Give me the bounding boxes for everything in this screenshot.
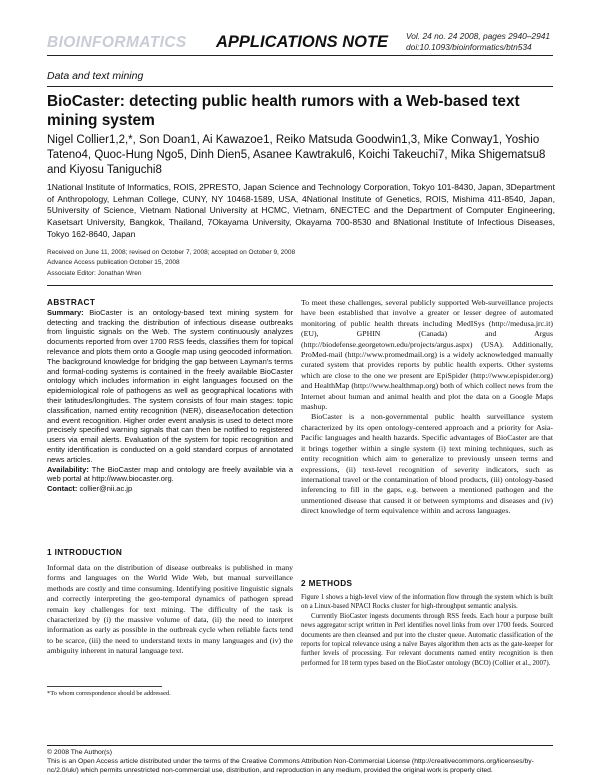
right-column-text	[301, 298, 553, 517]
paragraph-biocaster-advantages: BioCaster is a non-governmental public health surveillance system characterized by its open ontology-centered approach and a priority for Asia-Pacific languages and health hazards. Specific advantages of BioCaster are that it brings together within a single system (i) text mining techniques, such as entity recognition which aim to generalize to previously unseen terms and expressions, (ii) text-level recognition of severity indicators, such as international travel or the contamination of blood products, (iii) ontology-based inferencing to fill in the gaps, e.g. between a mentioned pathogen and the unmentioned disease that caused it or between symptoms and diseases and (iv) direct knowledge of term equivalence within and across languages.	[301, 412, 553, 516]
volume-info	[406, 31, 550, 53]
category-rule	[47, 86, 553, 87]
introduction-text: Informal data on the distribution of disease outbreaks is published in many forms and languages on the World Wide Web, but manual surveillance methods are costly and time consuming. Identifying positive linguistic signals and correctly interpreting the geo-temporal dynamics of pathogen spread remain key challenges for text mining. The difficulty of the task is characterized by (i) the massive volume of data, (ii) the need to interpret information as early as possible in the outbreak cycle when reliable facts tend to be scarce, (iii) the need to understand texts in many languages and (iv) the ambiguity inherent in natural language text.	[47, 563, 293, 656]
availability-label: Availability:	[47, 464, 89, 474]
associate-editor-line: Associate Editor: Jonathan Wren	[47, 269, 142, 277]
copyright-notice: © 2008 The Author(s)	[47, 749, 112, 756]
advance-access-line: Advance Access publication October 15, 2008	[47, 259, 180, 267]
correspondence-footnote: *To whom correspondence should be addressed.	[47, 690, 171, 697]
footer-rule	[47, 745, 553, 746]
affiliations: 1National Institute of Informatics, ROIS, 2PRESTO, Japan Science and Technology Corporation, Tokyo 101-8430, Japan, 3Department of Anthropology, Lehman College, CUNY, NY 10468-1589, USA, 4National Institute of Genetics, ROIS, Mishima 411-8540, Japan, 5University of Science, Vietnam National University at HCMC, Vietnam, 6NECTEC and the Department of Computer Engineering, Kasetsart University, Bangkok, Thailand, 7Okayama University, Okayama 700-8530 and 8National Institute of Infectious Diseases, Tokyo 162-8640, Japan	[47, 182, 555, 239]
abstract	[47, 298, 293, 494]
received-line: Received on June 11, 2008; revised on October 7, 2008; accepted on October 9, 2008	[47, 249, 296, 256]
license-notice: This is an Open Access article distributed under the terms of the Creative Commons Attribution Non-Commercial License (http://creativecommons.org/licenses/by-nc/2.0/uk/) which permits unrestricted non-commercial use, distribution, and reproduction in any medium, provided the original work is properly cited.	[47, 758, 534, 775]
section-label: APPLICATIONS NOTE	[216, 33, 389, 51]
abstract-heading: ABSTRACT	[47, 298, 96, 307]
methods-paragraph-1: Figure 1 shows a high-level view of the information flow through the system which is built on a Linux-based NPACI Rocks cluster for high-throughput semantic analysis.	[301, 594, 553, 611]
header-rule	[47, 55, 553, 56]
footnote-rule	[47, 686, 162, 687]
contact-label: Contact:	[47, 484, 78, 494]
doi-line: doi:10.1093/bioinformatics/btn534	[406, 42, 532, 52]
contact-email[interactable]: collier@nii.ac.jp	[79, 484, 133, 494]
summary-label: Summary:	[47, 307, 84, 317]
summary-text: BioCaster is an ontology-based text mining system for detecting and tracking the distribution of infectious disease outbreaks from linguistic signals on the Web. The system continuously analyzes documents reported from over 1700 RSS feeds, classifies them for topical relevance and plots them onto a Google map using geocoded information. The background knowledge for bridging the gap between Layman's terms and formal-coding systems is contained in the freely available BioCaster ontology which includes information in eight languages focused on the epidemiological role of pathogens as well as geographical locations with their latitudes/longitudes. The system consists of four main stages: topic classification, named entity recognition (NER), disease/location detection and event recognition. Higher order event analysis is used to detect more precisely specified warning signals that can then be notified to registered users via email alerts. Evaluation of the system for topic recognition and entity identification is conducted on a gold standard corpus of annotated news articles.	[47, 307, 294, 464]
article-title: BioCaster: detecting public health rumors with a Web-based text mining system	[47, 93, 520, 129]
introduction-heading: 1 INTRODUCTION	[47, 548, 123, 557]
history-rule	[47, 285, 553, 286]
methods-text	[301, 593, 553, 668]
article-history	[47, 248, 295, 279]
methods-heading: 2 METHODS	[301, 579, 353, 588]
methods-paragraph-2: Currently BioCaster ingests documents through RSS feeds. Each hour a purpose built news aggregator script written in Perl identifies novel links from over 1700 feeds. Sourced documents are then cleansed and put into the cluster queue. Automatic classification of the reports for topical relevance using a naïve Bayes algorithm then acts as the gate-keeper for further levels of processing. For relevant documents named entity recognition is then performed for 18 term types based on the BioCaster ontology (BCO) (Collier et al., 2007).	[301, 612, 553, 667]
author-list: Nigel Collier1,2,*, Son Doan1, Ai Kawazoe1, Reiko Matsuda Goodwin1,3, Mike Conway1, Yoshio Tateno4, Quoc-Hung Ngo5, Dinh Dien5, Asanee Kawtrakul6, Koichi Takeuchi7, Mika Shigematsu8 and Kiyosu Taniguchi8	[47, 134, 546, 177]
paragraph-web-surveillance: To meet these challenges, several publicly supported Web-surveillance projects have been established that involve a greater or lesser degree of automated monitoring of public health threats including MedISys (http://medusa.jrc.it) (EU), GPHIN (Canada) and Argus (http://biodefense.georgetown.edu/projects/argus.aspx) (USA). Additionally, ProMed-mail (http://www.promedmail.org) is a widely acknowledged manually curated system that provides reports by public health experts. Other systems which are close to the one we present are EpiSpider (http://www.epispider.org) and HealthMap (http://www.healthmap.org) both of which collect news from the Internet about human and animal health and plot the data on a Google Maps mashup.	[301, 298, 553, 412]
availability-text: The BioCaster map and ontology are freely available via a web portal at http://www.biocaster.org.	[47, 464, 294, 484]
volume-line: Vol. 24 no. 24 2008, pages 2940–2941	[406, 31, 551, 41]
article-category: Data and text mining	[47, 70, 144, 82]
journal-name: BIOINFORMATICS	[47, 34, 187, 51]
